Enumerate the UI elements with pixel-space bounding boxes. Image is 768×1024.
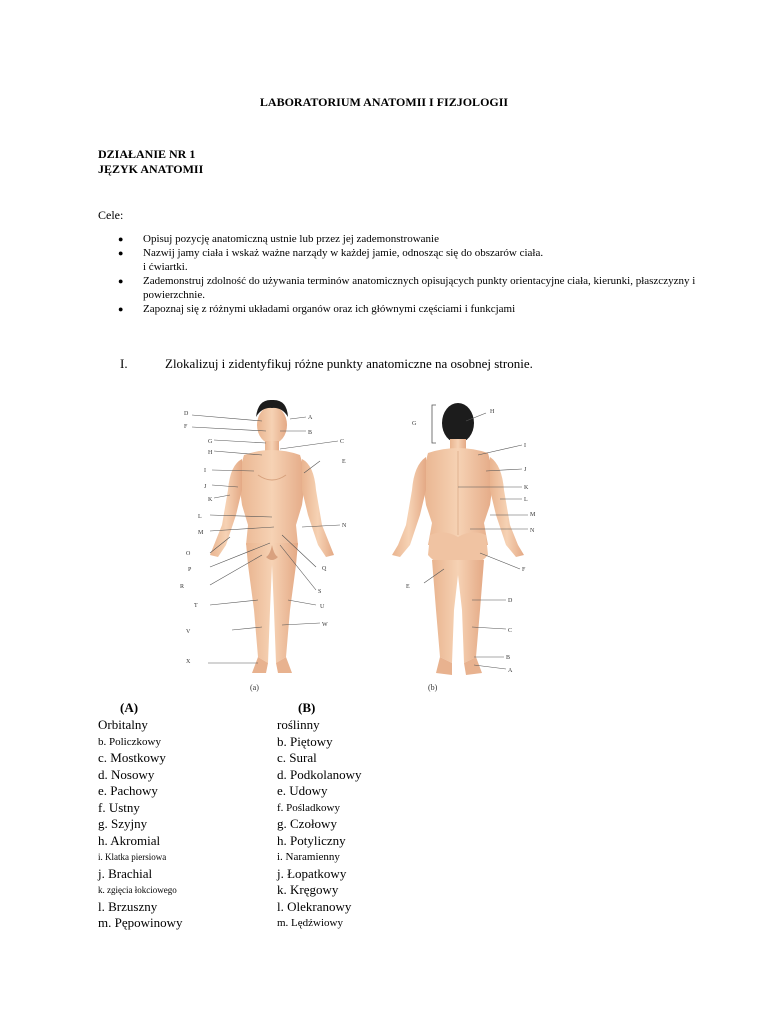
front-labels-left bbox=[180, 411, 213, 665]
goal-continuation-text: i ćwiartki. bbox=[143, 261, 188, 273]
list-item: f. Pośladkowy bbox=[277, 801, 340, 814]
column-b-list bbox=[277, 717, 362, 932]
goals-label: Cele: bbox=[98, 208, 124, 222]
activity-number: DZIAŁANIE NR 1 bbox=[98, 147, 196, 161]
head-bracket bbox=[432, 405, 436, 443]
list-item: m. Pępowinowy bbox=[98, 915, 183, 930]
back-label: I bbox=[524, 443, 526, 449]
front-label: O bbox=[186, 551, 191, 557]
front-label: P bbox=[188, 567, 192, 573]
back-label: G bbox=[412, 421, 417, 427]
column-b-header: (B) bbox=[298, 700, 316, 715]
front-label: M bbox=[198, 530, 204, 536]
front-label: V bbox=[186, 629, 191, 635]
list-item: roślinny bbox=[277, 717, 320, 732]
back-label: F bbox=[522, 567, 526, 573]
list-item: g. Szyjny bbox=[98, 816, 148, 831]
back-label: B bbox=[506, 655, 511, 661]
list-item: m. Lędźwiowy bbox=[277, 917, 343, 929]
list-item: b. Piętowy bbox=[277, 733, 333, 749]
front-label: H bbox=[208, 450, 213, 456]
list-item: e. Pachowy bbox=[98, 783, 158, 798]
back-label: J bbox=[524, 467, 527, 473]
front-label: D bbox=[184, 411, 189, 417]
page-title: LABORATORIUM ANATOMII I FIZJOLOGII bbox=[259, 95, 509, 109]
front-label: C bbox=[340, 439, 345, 445]
list-item: i. Klatka piersiowa bbox=[98, 852, 167, 862]
back-label: C bbox=[508, 628, 513, 634]
front-label: L bbox=[198, 514, 202, 520]
back-label: N bbox=[530, 528, 535, 534]
front-label: S bbox=[318, 589, 322, 595]
list-item: b. Policzkowy bbox=[98, 735, 161, 748]
front-label: R bbox=[180, 584, 185, 590]
goal-item: ● Zapoznaj się z różnymi układami organów oraz ich głównymi częściami i funkcjami bbox=[118, 302, 758, 316]
goal-item-continuation bbox=[118, 288, 758, 302]
column-a-list bbox=[98, 717, 183, 932]
section-number: I. bbox=[120, 356, 128, 371]
front-label: X bbox=[186, 659, 191, 665]
list-item: i. Naramienny bbox=[277, 851, 340, 863]
front-label: E bbox=[342, 459, 346, 465]
list-item: f. Ustny bbox=[98, 799, 140, 815]
front-label: K bbox=[208, 497, 213, 503]
goal-item: ● Nazwij jamy ciała i wskaż ważne narządy w każdej jamie, odnosząc się do obszarów ciała. bbox=[118, 246, 758, 260]
list-item: d. Podkolanowy bbox=[277, 766, 362, 782]
list-item: Orbitalny bbox=[98, 717, 148, 732]
list-item: j. Łopatkowy bbox=[277, 865, 347, 881]
front-label: T bbox=[194, 603, 198, 609]
anatomy-figure bbox=[170, 395, 550, 695]
column-a-header: (A) bbox=[120, 700, 139, 715]
front-label: F bbox=[184, 424, 188, 430]
front-label: N bbox=[342, 523, 347, 529]
list-item: c. Mostkowy bbox=[98, 750, 166, 765]
back-label: H bbox=[490, 409, 495, 415]
goal-item: ● Opisuj pozycję anatomiczną ustnie lub przez jej zademonstrowanie bbox=[118, 232, 758, 246]
front-label: G bbox=[208, 439, 213, 445]
list-item: k. zgięcia łokciowego bbox=[98, 885, 177, 895]
back-label: M bbox=[530, 512, 536, 518]
front-label: I bbox=[204, 468, 206, 474]
list-item: j. Brachial bbox=[98, 865, 153, 881]
goals-list bbox=[118, 232, 758, 316]
back-caption: (b) bbox=[428, 683, 438, 692]
goal-item-continuation bbox=[118, 260, 758, 274]
list-item: h. Akromial bbox=[98, 832, 161, 848]
list-item: l. Brzuszny bbox=[98, 898, 158, 914]
front-label: U bbox=[320, 604, 325, 610]
section-text: Zlokalizuj i zidentyfikuj różne punkty anatomiczne na osobnej stronie. bbox=[165, 356, 533, 371]
back-label: E bbox=[406, 584, 410, 590]
list-item: h. Potyliczny bbox=[277, 832, 346, 848]
back-label: K bbox=[524, 485, 529, 491]
front-label: Q bbox=[322, 566, 327, 572]
front-label: W bbox=[322, 622, 328, 628]
goal-item: ● Zademonstruj zdolność do używania terminów anatomicznych opisujących punkty orientacyjne ciała, kierunki, płaszczyzny i bbox=[118, 274, 758, 288]
front-caption: (a) bbox=[250, 683, 259, 692]
list-item: g. Czołowy bbox=[277, 816, 337, 831]
list-item: k. Kręgowy bbox=[277, 882, 339, 897]
goal-continuation-text: powierzchnie. bbox=[143, 289, 205, 301]
front-label: B bbox=[308, 430, 313, 436]
back-label: L bbox=[524, 497, 528, 503]
back-label: D bbox=[508, 598, 513, 604]
list-item: l. Olekranowy bbox=[277, 898, 352, 914]
list-item: d. Nosowy bbox=[98, 766, 155, 782]
list-item: c. Sural bbox=[277, 750, 317, 765]
front-label: A bbox=[308, 415, 313, 421]
back-label: A bbox=[508, 668, 513, 674]
activity-name: JĘZYK ANATOMII bbox=[98, 162, 204, 176]
list-item: e. Udowy bbox=[277, 783, 328, 798]
back-body-figure bbox=[392, 403, 524, 675]
front-label: J bbox=[204, 484, 207, 490]
